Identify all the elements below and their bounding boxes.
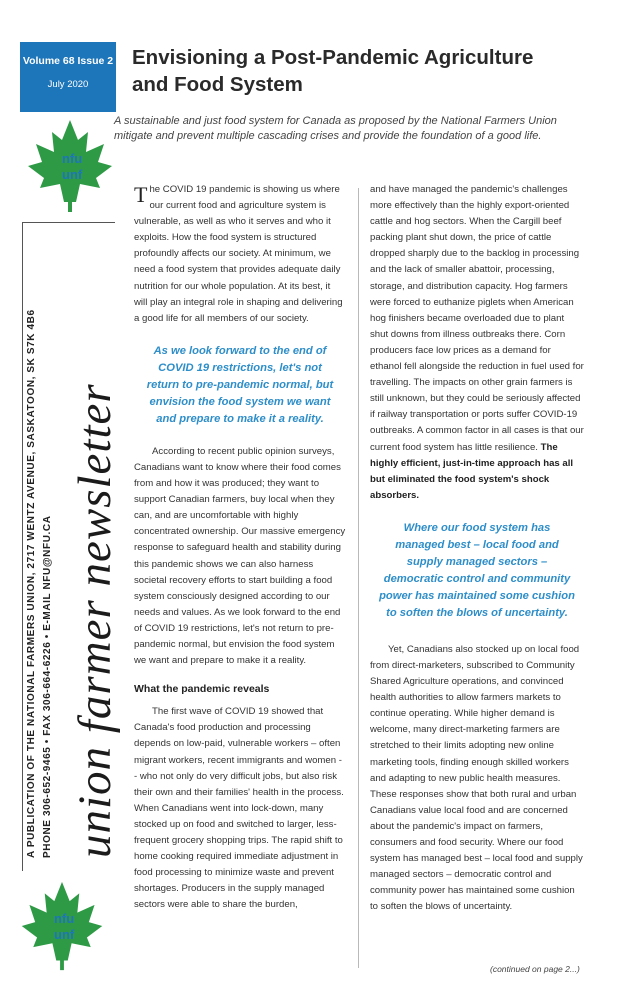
paragraph-first-wave: The first wave of COVID 19 showed that Canada's food production and processing depends on low-paid, vulnerable workers – often migrant workers, recent immigrants and women - - who not only do very difficult jobs, but also risk their own and their families' health in the process. When Canadians went into lock-down, many stocked up on food and switched to larger, less-frequent grocery shopping trips. The rapid shift to home cooking required immediate adjustment in food processing to minimize waste and prevent shortages. Producers in the supply managed sectors were able to share the burden, — [134, 706, 344, 911]
article-title — [132, 44, 572, 98]
issue-date: July 2020 — [47, 79, 89, 90]
maple-leaf-icon — [26, 118, 114, 214]
publication-address: A PUBLICATION OF THE NATIONAL FARMERS UNION, 2717 WENTZ AVENUE, SASKATOON, SK S7K 4B6 — [26, 309, 37, 858]
paragraph-surveys: According to recent public opinion surveys, Canadians want to know where their food comes from and how it was produced; they want to support Canadian farmers, buy local when they can, and are uncomfortable with highly concentrated ownership. Our massive emergency response to safeguard health and stability during this pandemic shows we can also harness societal recovery efforts to start building a food system consciously designed according to our needs and values. As we look forward to the end of COVID 19 restrictions, let's not return to pre-pandemic normal, but envision the food system we want and prepare to make it a reality. — [134, 445, 346, 667]
title-line-2: and Food System — [132, 73, 303, 96]
pull-quote-right: Where our food system has managed best – local food and supply managed sectors – democratic control and community power has maintained some cushion to soften the blows of uncertainty. — [379, 521, 575, 619]
logo-text-top: nfu — [54, 911, 75, 926]
drop-cap: T — [134, 182, 148, 207]
intro-text: he COVID 19 pandemic is showing us where our current food and agriculture system is vulnerable, as well as who it serves and who it exploits. How the food system is structured profoundly affects our society. At minimum, we need a food system that provides adequate daily nutrition for our whole population. At its best, it will play an integral role in shaping and delivering a good life for all members of our society. — [134, 184, 343, 324]
logo-text-bottom: unf — [62, 167, 83, 182]
right-column — [370, 182, 584, 915]
nfu-logo — [26, 118, 114, 214]
paragraph-local-food: Yet, Canadians also stocked up on local food from direct-marketers, subscribed to Community Shared Agriculture operations, and convinced health authorities to allow farmers markets to continue operating. While higher demand is welcome, many direct-marketing farmers are stretched to their limits adopting new online marketing tools, finding enough skilled workers and adapting to new public health measures. These responses show that both rural and urban Canadians value local food and are concerned about the pandemic's impact on farmers, consumers and food security. Where our food system has managed best – local food and supply managed sectors – democratic control and community power has maintained some cushion to soften the blows of uncertainty. — [370, 643, 583, 913]
section-heading: What the pandemic reveals — [134, 683, 270, 696]
title-line-1: Envisioning a Post-Pandemic Agriculture — [132, 46, 534, 69]
pull-quote-left: As we look forward to the end of COVID 19 restrictions, let's not return to pre-pandemic normal, but envision the food system we want and prepare to make it a reality. — [146, 344, 334, 425]
resilience-emphasis: The highly efficient, just-in-time approach has all but eliminated the food system's shock absorbers. — [370, 441, 574, 501]
article-subtitle: A sustainable and just food system for Canada as proposed by the National Farmers Union mitigate and prevent multiple cascading crises and provide the foundation of a good life. — [114, 115, 557, 142]
sectors-text: and have managed the pandemic's challenges more effectively than the highly export-oriented cattle and hog sectors. When the Cargill beef packing plant shut down, the price of cattle dropped sharply due to the backlog in processing and the lack of smaller abattoir, processing, storage, and distribution capacity. Hog farmers were forced to euthanize piglets when American hog finishers became overloaded due to plant shut downs from illness outbreaks there. Corn producers face low prices as a demand for ethanol fell alongside the reduction in fuel used for travelling. The impacts on other grain farmers is still unknown, but they could be seriously affected if railway transportation or ports suffer COVID-19 outbreaks. A common factor in all cases is that our current food system has little resilience. — [370, 184, 584, 453]
volume-issue: Volume 68 Issue 2 — [22, 55, 114, 67]
issue-box — [20, 42, 116, 112]
continued-note: (continued on page 2...) — [490, 964, 580, 974]
nfu-logo-bottom — [16, 880, 108, 972]
masthead: union farmer newsletter — [69, 383, 121, 858]
intro-paragraph — [134, 182, 346, 327]
logo-text-bottom: unf — [54, 927, 75, 942]
column-divider — [358, 188, 359, 968]
contact-info: PHONE 306-652-9465 • FAX 306-664-6226 • E-MAIL NFU@NFU.CA — [42, 515, 53, 858]
maple-leaf-icon — [16, 880, 108, 972]
paragraph-sectors — [370, 182, 584, 504]
logo-text-top: nfu — [62, 151, 83, 166]
left-column — [134, 182, 346, 913]
